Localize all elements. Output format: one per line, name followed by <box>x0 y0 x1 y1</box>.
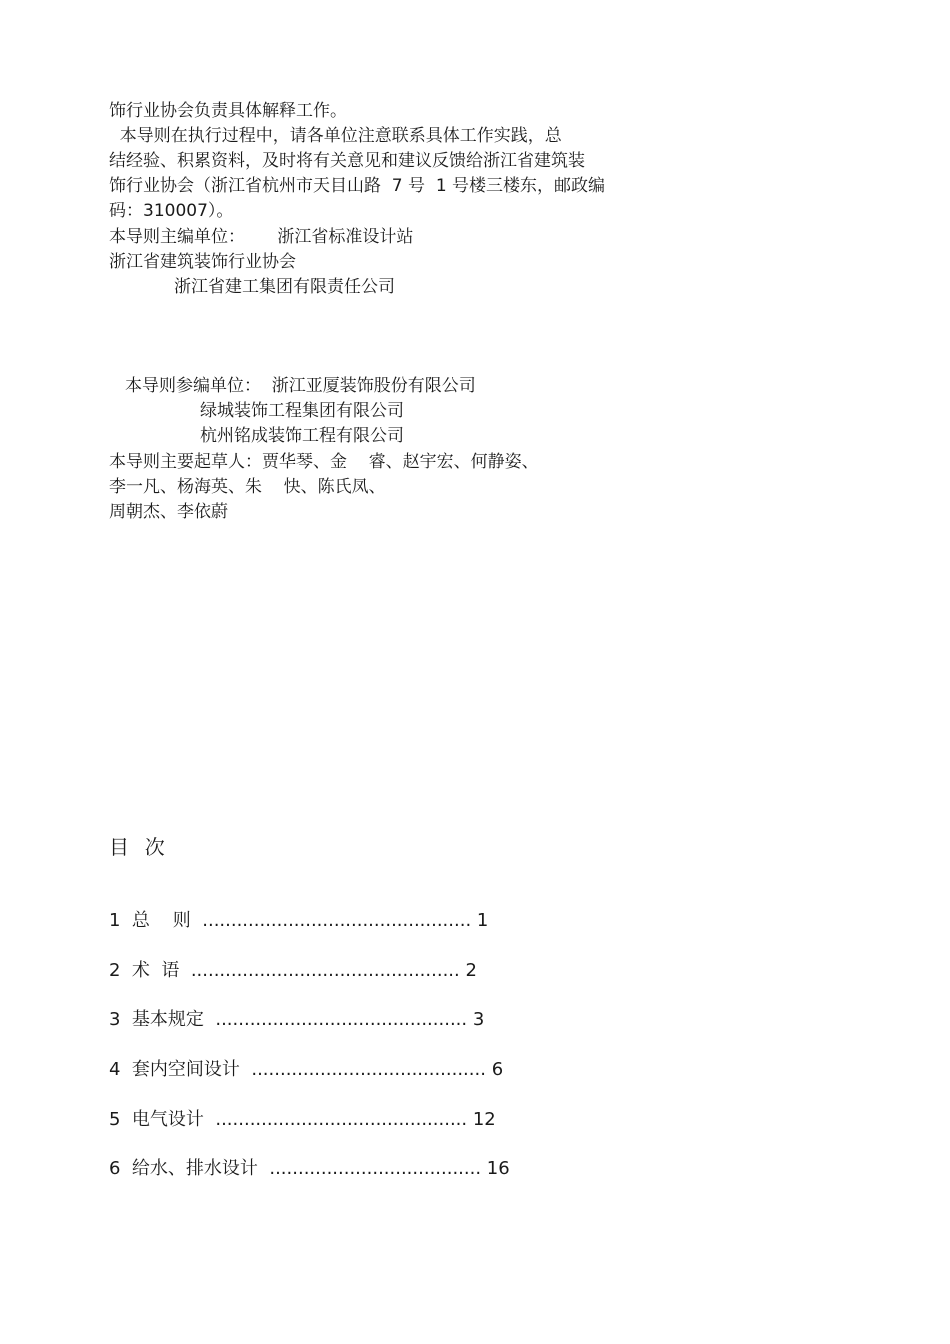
toc-entry-number: 5 <box>109 1109 121 1130</box>
toc-entry[interactable] <box>109 958 477 984</box>
toc-entry-dots: ............................................... <box>202 910 472 931</box>
toc-entry-label: 基本规定 <box>131 1009 204 1030</box>
body-line: 浙江省建筑装饰行业协会 <box>109 252 296 272</box>
body-line: 周朝杰、李依蔚 <box>109 502 228 522</box>
body-line: 绿城装饰工程集团有限公司 <box>200 401 404 421</box>
toc-entry-label: 电气设计 <box>131 1109 204 1130</box>
toc-entry-number: 4 <box>109 1059 121 1080</box>
body-line: 饰行业协会负责具体解释工作。 <box>109 101 347 121</box>
body-line: 本导则主要起草人：贾华琴、金 睿、赵宇宏、何静姿、 <box>109 452 539 472</box>
toc-entry-page: 16 <box>486 1158 510 1179</box>
toc-entry-label: 总 则 <box>131 910 191 931</box>
body-line: 本导则参编单位： 浙江亚厦装饰股份有限公司 <box>125 376 476 396</box>
toc-entry[interactable] <box>109 1007 484 1033</box>
body-line: 码：310007）。 <box>109 201 234 221</box>
toc-entry-dots: ............................................ <box>215 1109 468 1130</box>
toc-entry[interactable] <box>109 1156 510 1182</box>
toc-entry[interactable] <box>109 1107 496 1133</box>
toc-entry-page: 12 <box>472 1109 496 1130</box>
toc-entry-label: 套内空间设计 <box>131 1059 240 1080</box>
toc-title: 目 次 <box>109 835 166 859</box>
body-line: 本导则在执行过程中，请各单位注意联系具体工作实践，总 <box>109 126 562 146</box>
toc-entry-number: 3 <box>109 1009 121 1030</box>
toc-entry-label: 术 语 <box>131 960 180 981</box>
body-line: 结经验、积累资料，及时将有关意见和建议反馈给浙江省建筑装 <box>109 151 585 171</box>
body-line: 浙江省建工集团有限责任公司 <box>174 277 395 297</box>
toc-entry-dots: ......................................... <box>251 1059 486 1080</box>
body-line: 杭州铭成装饰工程有限公司 <box>200 426 404 446</box>
toc-entry-number: 2 <box>109 960 121 981</box>
toc-entry-page: 3 <box>472 1009 485 1030</box>
toc-entry-number: 1 <box>109 910 121 931</box>
toc-entry-number: 6 <box>109 1158 121 1179</box>
toc-entry-dots: ..................................... <box>269 1158 482 1179</box>
toc-entry-page: 6 <box>491 1059 504 1080</box>
toc-entry-page: 2 <box>465 960 477 981</box>
toc-entry-dots: ............................................... <box>190 960 460 981</box>
toc-entry-label: 给水、排水设计 <box>131 1158 258 1179</box>
toc-entry-dots: ............................................ <box>215 1009 468 1030</box>
body-line: 饰行业协会（浙江省杭州市天目山路 7 号 1 号楼三楼东，邮政编 <box>109 176 606 196</box>
toc-entry[interactable] <box>109 908 488 934</box>
body-line: 本导则主编单位： 浙江省标准设计站 <box>109 227 414 247</box>
body-line: 李一凡、杨海英、朱 快、陈氏凤、 <box>109 477 386 497</box>
toc-entry-page: 1 <box>476 910 489 931</box>
toc-entry[interactable] <box>109 1057 503 1083</box>
